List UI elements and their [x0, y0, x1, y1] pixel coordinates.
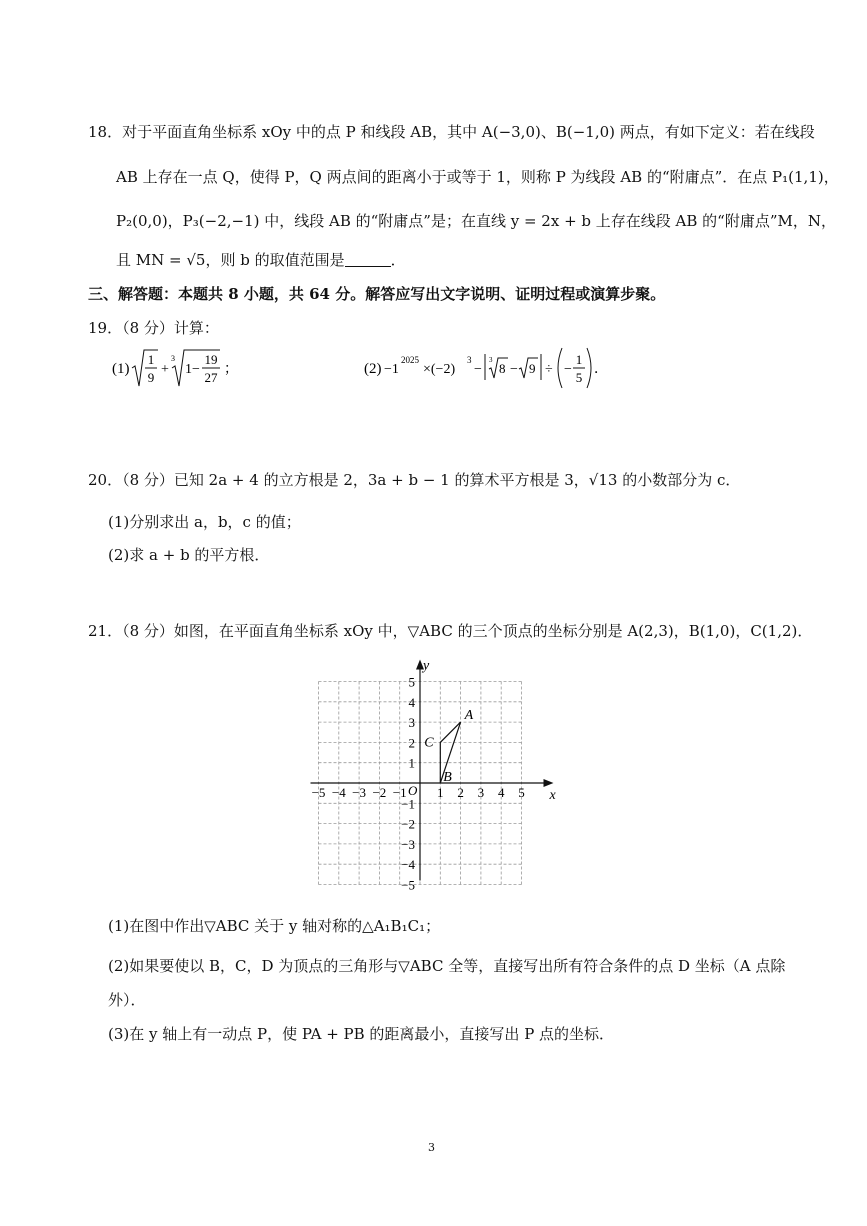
- minus-sign: −: [510, 362, 518, 377]
- term-neg-one: −1: [384, 362, 399, 377]
- q18-number: 18．: [88, 123, 123, 141]
- period: ．: [594, 362, 608, 377]
- radicand: 9: [529, 361, 536, 376]
- coordinate-figure: [310, 650, 560, 900]
- term-neg-two: ×(−2): [423, 362, 456, 377]
- exponent: 3: [467, 355, 472, 365]
- y-tick-label: 4: [408, 694, 415, 710]
- vertex-label-c: C: [424, 735, 434, 751]
- x-tick-label: 1: [437, 785, 444, 800]
- q18-text-4: 且 MN = √5，则 b 的取值范围是: [116, 251, 345, 269]
- x-axis-arrow: [544, 779, 554, 787]
- fraction-denominator: 5: [575, 370, 583, 385]
- q18-line3: P₂(0,0)，P₃(−2,−1) 中，线段 AB 的“附庸点”是；在直线 y = 2x + b 上存在线段 AB 的“附庸点”M，N，: [116, 212, 837, 230]
- q18-text-1: 对于平面直角坐标系 xOy 中的点 P 和线段 AB，其中 A(−3,0)、B(−1,0) 两点，有如下定义：若在线段: [122, 123, 815, 141]
- y-axis-label: y: [423, 658, 430, 674]
- x-tick-label: −3: [352, 785, 367, 800]
- answer-blank[interactable]: [345, 252, 391, 267]
- q20-part2: (2)求 a + b 的平方根．: [108, 546, 270, 564]
- y-tick-label: 5: [408, 674, 415, 690]
- origin-label: O: [408, 783, 418, 798]
- root-index: 3: [171, 354, 175, 363]
- q19-part1-label: (1): [112, 361, 130, 377]
- minus-sign: −: [564, 362, 572, 377]
- y-tick-label: 2: [408, 735, 415, 751]
- x-tick-label: 5: [518, 785, 525, 800]
- q21-part1: (1)在图中作出▽ABC 关于 y 轴对称的△A₁B₁C₁；: [108, 917, 441, 935]
- y-tick-label: −4: [401, 857, 415, 873]
- fraction-numerator: 1: [575, 352, 583, 367]
- x-axis-label: x: [549, 788, 556, 803]
- q19-expression-2: [360, 344, 608, 394]
- fraction-denominator: 9: [147, 370, 155, 385]
- q19-part2-label: (2): [364, 361, 382, 377]
- one-minus: 1−: [185, 362, 200, 377]
- exponent: 2025: [401, 355, 419, 365]
- vertex-label-a: A: [464, 708, 474, 724]
- paren-left: [558, 348, 562, 388]
- q21-part2-line1: (2)如果要使以 B，C，D 为顶点的三角形与▽ABC 全等，直接写出所有符合条件的点 D 坐标（A 点除: [108, 957, 786, 975]
- axes: [311, 659, 557, 881]
- q20-heading: 20．（8 分）已知 2a + 4 的立方根是 2，3a + b − 1 的算术平方根是 3，√13 的小数部分为 c．: [88, 471, 741, 489]
- plus-sign: +: [161, 362, 169, 377]
- x-tick-label: −2: [372, 785, 387, 800]
- semicolon: ；: [224, 362, 238, 377]
- x-tick-label: 2: [457, 785, 464, 800]
- vertex-label-b: B: [443, 770, 452, 785]
- y-tick-label: −1: [401, 796, 415, 812]
- fraction-numerator: 19: [204, 352, 218, 367]
- root-index: 3: [489, 356, 493, 364]
- q19-heading: 19．（8 分）计算：: [88, 319, 219, 337]
- y-tick-label: −5: [401, 877, 415, 893]
- fraction-denominator: 27: [204, 370, 218, 385]
- minus-sign: −: [474, 362, 482, 377]
- y-tick-label: −3: [401, 836, 415, 852]
- q18-line4: [116, 250, 406, 270]
- q21-heading: 21．（8 分）如图，在平面直角坐标系 xOy 中，▽ABC 的三个顶点的坐标分别是 A(2,3)，B(1,0)，C(1,2)．: [88, 622, 813, 640]
- q21-part2-line2: 外）．: [108, 991, 146, 1009]
- paren-right: [587, 348, 591, 388]
- y-tick-label: 3: [408, 715, 415, 731]
- x-tick-label: −4: [331, 785, 346, 800]
- q20-part1: (1)分别求出 a，b，c 的值；: [108, 513, 301, 531]
- triangle-abc: [424, 708, 473, 785]
- q18-line2: AB 上存在一点 Q，使得 P，Q 两点间的距离小于或等于 1，则称 P 为线段 AB 的“附庸点”．在点 P₁(1,1)，: [116, 168, 839, 186]
- q19-expression-1: [108, 344, 268, 394]
- x-tick-label: 3: [477, 785, 485, 800]
- section-heading: 三、解答题：本题共 8 小题，共 64 分。解答应写出文字说明、证明过程或演算步聚。: [88, 285, 666, 303]
- x-tick-label: 4: [497, 785, 505, 800]
- radicand: 8: [499, 361, 506, 376]
- x-tick-label: −1: [392, 785, 407, 800]
- divide-sign: ÷: [545, 362, 553, 377]
- y-tick-label: −2: [401, 816, 415, 832]
- page-number: 3: [428, 1141, 435, 1154]
- y-tick-label: 1: [408, 755, 415, 771]
- fraction-numerator: 1: [147, 352, 155, 367]
- q18-period: ．: [390, 251, 406, 269]
- q21-part3: (3)在 y 轴上有一动点 P，使 PA + PB 的距离最小，直接写出 P 点的坐标．: [108, 1025, 615, 1043]
- x-tick-label: −5: [311, 785, 326, 800]
- q18-line1: [88, 122, 815, 142]
